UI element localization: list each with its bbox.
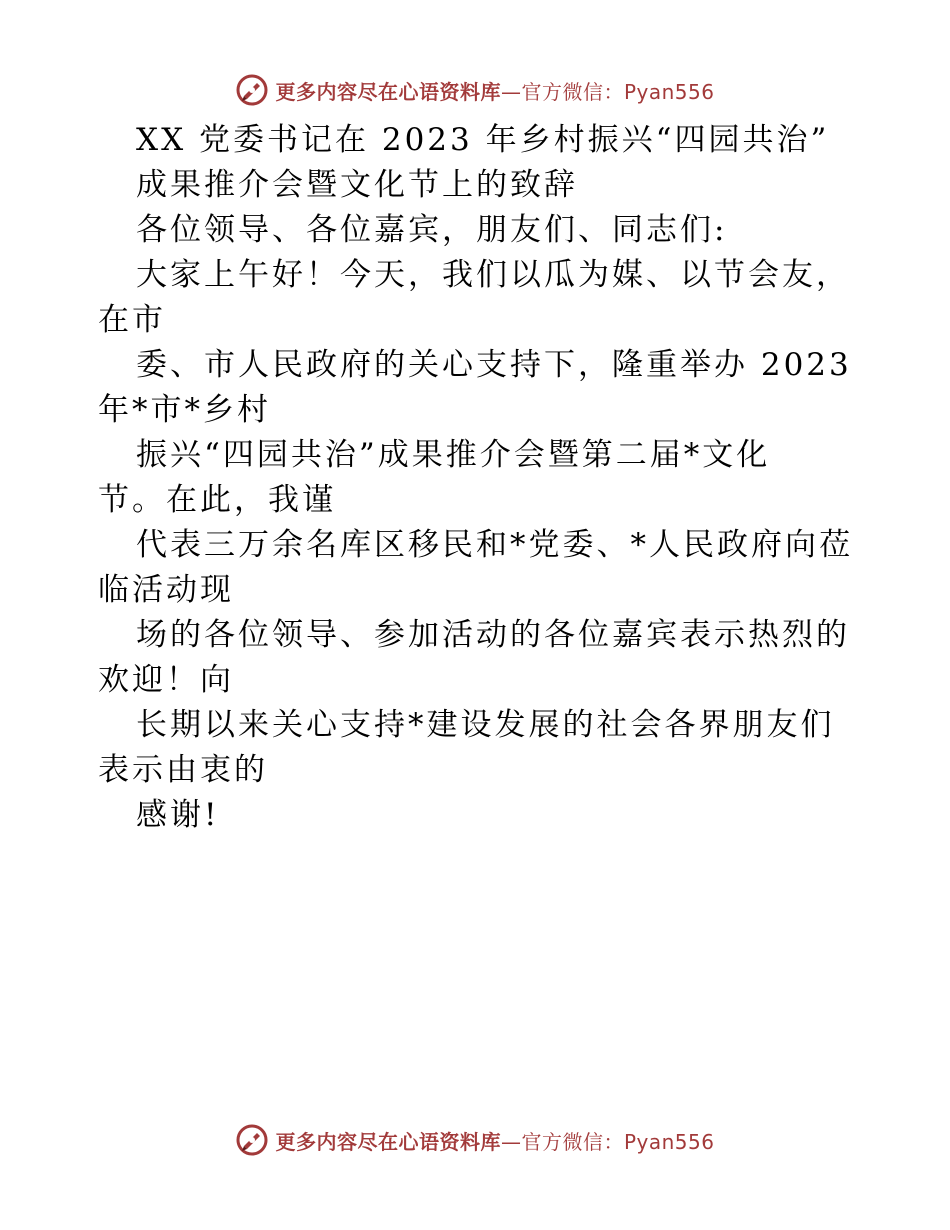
banner-text	[275, 76, 714, 105]
banner-text	[275, 1126, 714, 1155]
banner-text-main: 更多内容尽在心语资料库	[275, 1129, 501, 1154]
doc-paragraph-line: 代表三万余名库区移民和*党委、*人民政府向莅	[136, 527, 853, 563]
doc-paragraph-line: 年*市*乡村	[98, 392, 271, 428]
footer-banner	[0, 1120, 950, 1160]
doc-paragraph-line: 在市	[98, 302, 166, 338]
doc-paragraph-line: 临活动现	[98, 572, 234, 608]
pen-logo-icon	[235, 73, 269, 107]
banner-text-contact: 官方微信：Pyan556	[521, 79, 715, 104]
doc-salutation: 各位领导、各位嘉宾，朋友们、同志们:	[136, 212, 728, 248]
banner-text-main: 更多内容尽在心语资料库	[275, 79, 501, 104]
doc-title-line-1: XX 党委书记在 2023 年乡村振兴“四园共治”	[136, 122, 830, 158]
doc-paragraph-line: 节。在此，我谨	[98, 482, 336, 518]
banner-text-contact: 官方微信：Pyan556	[521, 1129, 715, 1154]
doc-title-line-2: 成果推介会暨文化节上的致辞	[136, 167, 578, 203]
doc-paragraph-line: 感谢!	[136, 797, 220, 833]
header-banner	[0, 70, 950, 110]
banner-text-dash: —	[500, 1129, 522, 1154]
doc-paragraph-line: 振兴“四园共治”成果推介会暨第二届*文化	[136, 437, 771, 473]
doc-paragraph-line: 欢迎！向	[98, 662, 234, 698]
doc-paragraph-line: 表示由衷的	[98, 752, 268, 788]
doc-paragraph-line: 场的各位领导、参加活动的各位嘉宾表示热烈的	[136, 617, 850, 653]
pen-logo-icon	[235, 1123, 269, 1157]
banner-content	[235, 73, 714, 107]
banner-text-dash: —	[500, 79, 522, 104]
doc-paragraph-line: 委、市人民政府的关心支持下，隆重举办 2023	[136, 347, 852, 383]
document-body	[98, 122, 858, 842]
banner-content	[235, 1123, 714, 1157]
doc-paragraph-line: 大家上午好！今天，我们以瓜为媒、以节会友，	[136, 257, 850, 293]
doc-paragraph-line: 长期以来关心支持*建设发展的社会各界朋友们	[136, 707, 835, 743]
